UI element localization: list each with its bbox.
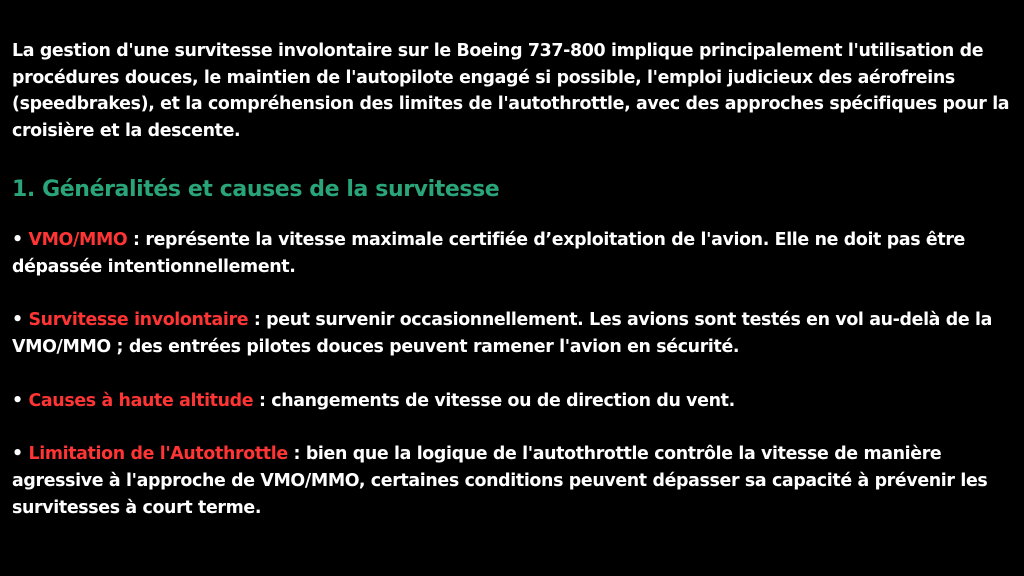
bullet-item-vmo-mmo: [12, 227, 1012, 280]
bullet-marker: •: [12, 310, 23, 331]
bullet-marker: •: [12, 444, 23, 465]
bullet-item-survitesse-involontaire: [12, 307, 1012, 360]
bullet-text: : représente la vitesse maximale certifiée d’exploitation de l'avion. Elle ne doit pas être dépassée intentionnellement.: [12, 229, 965, 277]
bullet-item-limitation-autothrottle: [12, 441, 1012, 521]
bullet-item-causes-haute-altitude: [12, 388, 1012, 415]
bullet-term: Causes à haute altitude: [28, 390, 254, 411]
bullet-list: [12, 227, 1012, 522]
intro-paragraph: La gestion d'une survitesse involontaire sur le Boeing 737-800 implique principalement l'utilisation de procédures douces, le maintien de l'autopilote engagé si possible, l'emploi judicieux des aérofreins (speedbrakes), et la compréhension des limites de l'autothrottle, avec des approches spécifiques pour la croisière et la descente.: [12, 41, 1010, 142]
bullet-marker: •: [12, 229, 23, 250]
bullet-text: : peut survenir occasionnellement. Les avions sont testés en vol au-delà de la VMO/MMO ; des entrées pilotes douces peuvent ramener l'avion en sécurité.: [12, 310, 993, 357]
bullet-marker: •: [12, 390, 23, 411]
bullet-text: : changements de vitesse ou de direction du vent.: [253, 390, 735, 411]
section-heading: 1. Généralités et causes de la survitesse: [12, 176, 500, 202]
bullet-term: Survitesse involontaire: [28, 310, 249, 331]
bullet-text: : bien que la logique de l'autothrottle contrôle la vitesse de manière agressive à l'approche de VMO/MMO, certaines conditions peuvent dépasser sa capacité à prévenir les survitesses à court terme.: [12, 444, 988, 518]
bullet-term: Limitation de l'Autothrottle: [28, 444, 288, 465]
bullet-term: VMO/MMO: [28, 229, 128, 250]
